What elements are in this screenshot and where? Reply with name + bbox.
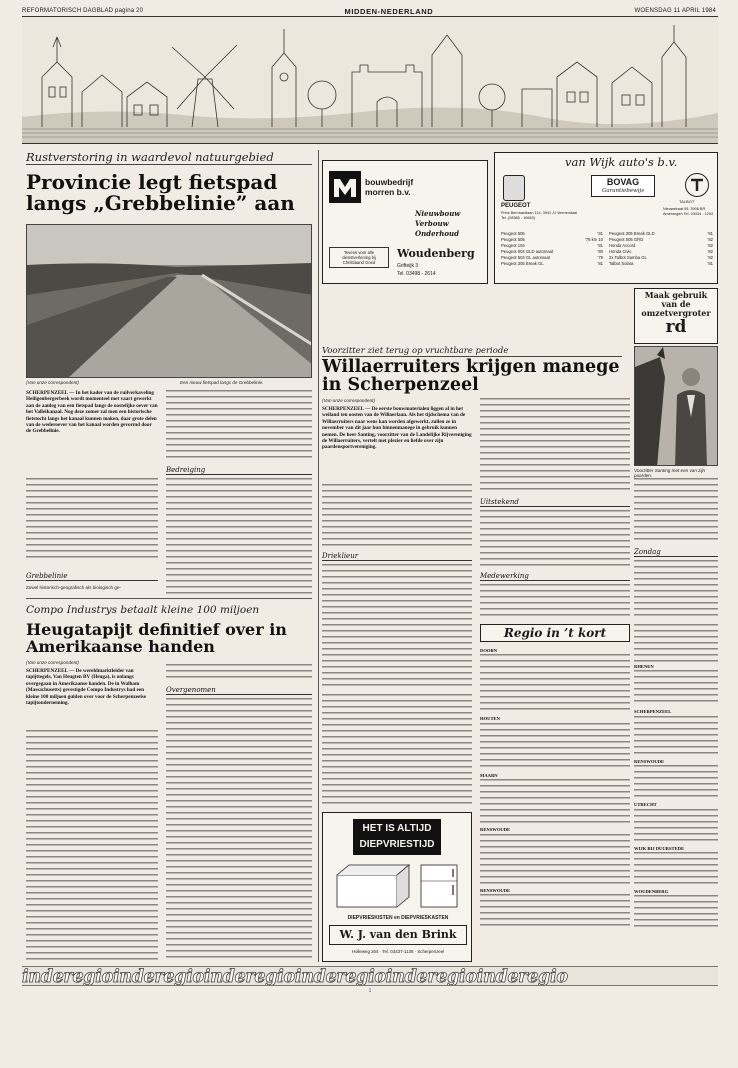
- in-de-regio-band: inderegioinderegioinderegioinderegioinderegioinderegio: [22, 966, 718, 986]
- regio-title: Regio in ’t kort: [480, 624, 630, 642]
- article3-headline: Willaerruiters krijgen manege in Scherpenzeel: [322, 357, 620, 396]
- peugeot-lion-icon: [503, 175, 525, 201]
- bovag-logo: BOVAG Garantiebewijs: [591, 175, 655, 197]
- canal-bicycle-path-photo: [27, 225, 312, 378]
- article3-subhead-uitstekend: Uitstekend: [480, 498, 630, 507]
- article1-body-col2a: [166, 390, 312, 462]
- list-item: Peugeot 305 Break GL '81: [501, 261, 603, 266]
- article1-photo: [26, 224, 312, 378]
- regio-item-renswoude-2: RENSWOUDE: [480, 887, 511, 893]
- morren-phone: Tel. 03498 - 2614: [397, 271, 436, 277]
- morren-logo: [329, 171, 361, 203]
- article2-lead: SCHERPENZEEL — De wereldmarktleider van tapijttegels, Van Heugten BV (Heuga), is onlangs overgegaan in Amerikaanse handen. De in Walham (Massachusetts) gevestigde Compo Industrys had een kleine 100 miljoen gulden over voor de Scherpenzeelse tapijtonderneming.: [26, 668, 147, 707]
- regio-item-renswoude: RENSWOUDE: [480, 827, 511, 833]
- morren-town: Woudenberg: [397, 247, 475, 260]
- column-divider: [318, 150, 319, 962]
- list-item: Peugeot 505 GRD '82: [609, 237, 713, 242]
- article2-kicker: Compo Industrys betaalt kleine 100 miljoen: [26, 604, 260, 616]
- regio-item-houten: HOUTEN: [480, 716, 500, 722]
- article1-credit: (Van onze correspondent): [26, 380, 79, 385]
- rd-logo: rd: [665, 317, 687, 337]
- chairman-with-horse-photo: [635, 347, 718, 466]
- article3-photo-caption: Voorzitter Santing met een van zijn paarden.: [634, 468, 706, 478]
- article1-kicker: Rustverstoring in waardevol natuurgebied: [26, 150, 312, 165]
- regio-item-woudenberg: WOUDENBERG: [634, 889, 669, 895]
- page-header: [22, 6, 716, 16]
- brink-line: DIEPVRIESKISTEN en DIEPVRIESKASTEN: [347, 915, 449, 921]
- masthead-illustration: [22, 16, 718, 144]
- article1-body-col2b: [166, 478, 312, 594]
- article1-body-col1: [26, 478, 158, 562]
- regio-item-wijk: WIJK BIJ DUURSTEDE: [634, 845, 685, 851]
- regio-item-doorn: DOORN: [480, 648, 498, 653]
- article3-photo: [634, 346, 718, 466]
- morren-address: Grifteijk 3: [397, 263, 419, 269]
- talbot-address: Nieuwstraat 95, 3906 BR Amerongen Tel. 03434 - 1294: [663, 207, 713, 216]
- peugeot-brand: PEUGEOT: [501, 203, 531, 209]
- talbot-brand: TALBOT: [679, 199, 695, 204]
- article2-subhead-overgenomen: Overgenomen: [166, 686, 312, 695]
- article2-body-col1: [26, 730, 158, 960]
- regio-col1: [480, 648, 630, 962]
- article3-body-col2a: [480, 398, 630, 494]
- section-title: MIDDEN-NEDERLAND: [344, 6, 434, 16]
- article3-body-col2b: [480, 510, 630, 570]
- article1-subhead-bedreiging: Bedreiging: [166, 466, 312, 475]
- list-item: Peugeot 305 Break GLD '81: [609, 231, 713, 236]
- article3-body-col1a: [322, 484, 472, 550]
- article1-photo-caption: Een nieuw fietspad langs de Grebbelinie.: [180, 380, 264, 385]
- article2-headline: Heugatapijt definitief over in Amerikaanse handen: [26, 620, 287, 656]
- vanwijk-title: van Wijk auto's b.v.: [565, 155, 678, 169]
- regio-item-scherpenzeel: SCHERPENZEEL: [634, 709, 672, 715]
- freezer-illustration: [333, 861, 463, 911]
- list-item: Peugeot 504 GLD automaat '80: [501, 249, 603, 254]
- article2-body-col2a: [166, 664, 312, 682]
- article3-subhead-zondag: Zondag: [634, 548, 718, 557]
- cars-right-list: [609, 231, 713, 267]
- article3-lead: SCHERPENZEEL — De eerste bouwmaterialen liggen al in het weiland ten oosten van de Willaerlaan. Als het tijdschema van de Willaerruiters naar wens kan worden afgewerkt, zullen ze in november van dit jaar hun binnenmanege in gebruik kunnen nemen. De heer Santing, voorzitter van de Landelijke Rijvereniging de Willaerruiters, vertelt met plezier en liefde over zijn paardensportvereniging.: [322, 406, 472, 451]
- article3-subhead-drieklieur: Drieklieur: [322, 552, 472, 561]
- article3-body-col3b: [634, 560, 718, 620]
- list-item: Peugeot 505 '78 km 10: [501, 237, 603, 242]
- brink-banner: HET IS ALTIJD DIEPVRIESTIJD: [353, 819, 441, 855]
- list-item: Honda Accord '82: [609, 243, 713, 248]
- ad-omzetvergroter: Maak gebruik van de omzetvergroter rd: [634, 288, 718, 344]
- article3-body-col2c: [480, 584, 630, 620]
- regio-item-utrecht: UTRECHT: [634, 802, 657, 808]
- regio-item-renswoude-3: RENSWOUDE: [634, 758, 665, 764]
- list-item: Peugeot 504 GL automaat '79: [501, 255, 603, 260]
- vanwijk-address: Prins Bernhardlaan 114, 3941 JJ Veenendaal Tel. (08385 - 16663): [501, 211, 578, 220]
- morren-company: bouwbedrijf morren b.v.: [365, 177, 414, 197]
- header-date: WOENSDAG 11 APRIL 1984: [634, 8, 716, 14]
- article3-kicker: Voorzitter ziet terug op vruchtbare periode: [322, 346, 622, 357]
- article2-body-col2b: [166, 698, 312, 960]
- town-skyline-drawing: [22, 17, 718, 144]
- regio-col2: [634, 624, 718, 962]
- article3-body-col1b: [322, 564, 472, 690]
- ad-morren: [322, 160, 488, 284]
- talbot-logo-icon: [685, 173, 709, 197]
- morren-services: Nieuwbouw Verbouw Onderhoud: [415, 209, 461, 238]
- article2-top-rule: [26, 598, 312, 599]
- article3-body-col1c: [322, 694, 472, 806]
- article3-credit: (Van onze correspondent): [322, 398, 375, 403]
- ad-diepvries-brink: [322, 812, 472, 962]
- article2-credit: (Van onze correspondent): [26, 660, 79, 665]
- article3-subhead-medewerking: Medewerking: [480, 572, 630, 581]
- talbot-t-icon: [686, 174, 708, 196]
- brink-address: Holleweg 264 · Tel. 03437-1136 · Scherpenzeel: [351, 949, 445, 954]
- article3-body-col3a: [634, 478, 718, 544]
- page-number: 1: [368, 988, 372, 994]
- article1-headline: Provincie legt fietspad langs „Grebbelinie” aan: [26, 170, 295, 215]
- list-item: 2x Talbot Samba GL '82: [609, 255, 713, 260]
- header-left: REFORMATORISCH DAGBLAD pagina 20: [22, 8, 144, 14]
- list-item: Peugeot 104 '81: [501, 243, 603, 248]
- list-item: Talbot Solara '81: [609, 261, 713, 266]
- ad-vanwijk: [494, 152, 718, 284]
- morren-m-icon: [329, 171, 361, 203]
- morren-box: Tevens voor alle dienstverlening bij Christiaand Goed: [329, 247, 389, 268]
- regio-item-maarn: MAARN: [480, 772, 498, 778]
- cars-left-list: [501, 231, 603, 267]
- list-item: Peugeot 505 '81: [501, 231, 603, 236]
- article1-lead: SCHERPENZEEL — In het kader van de ruilverkaveling Heiligenbergerbeek wordt momenteel met vaart gewerkt aan de aanleg van een fietspad langs de oostelijke oever van het Valleikanaal. Nog deze zomer zal men een historische fietstocht langs het kanaal kunnen maken, daar grote delen van de wederoever van het kanaal worden gevormd door de Grebbelinie.: [26, 390, 158, 435]
- list-item: Honda Civic '82: [609, 249, 713, 254]
- article1-subhead-grebbelinie: Grebbelinie: [26, 572, 158, 581]
- brink-name: W. J. van den Brink: [329, 925, 467, 945]
- article1-sub2-note: Zowel historisch-geografisch als biologisch ge-: [26, 585, 121, 590]
- regio-item-rhenen: RHENEN: [634, 664, 654, 669]
